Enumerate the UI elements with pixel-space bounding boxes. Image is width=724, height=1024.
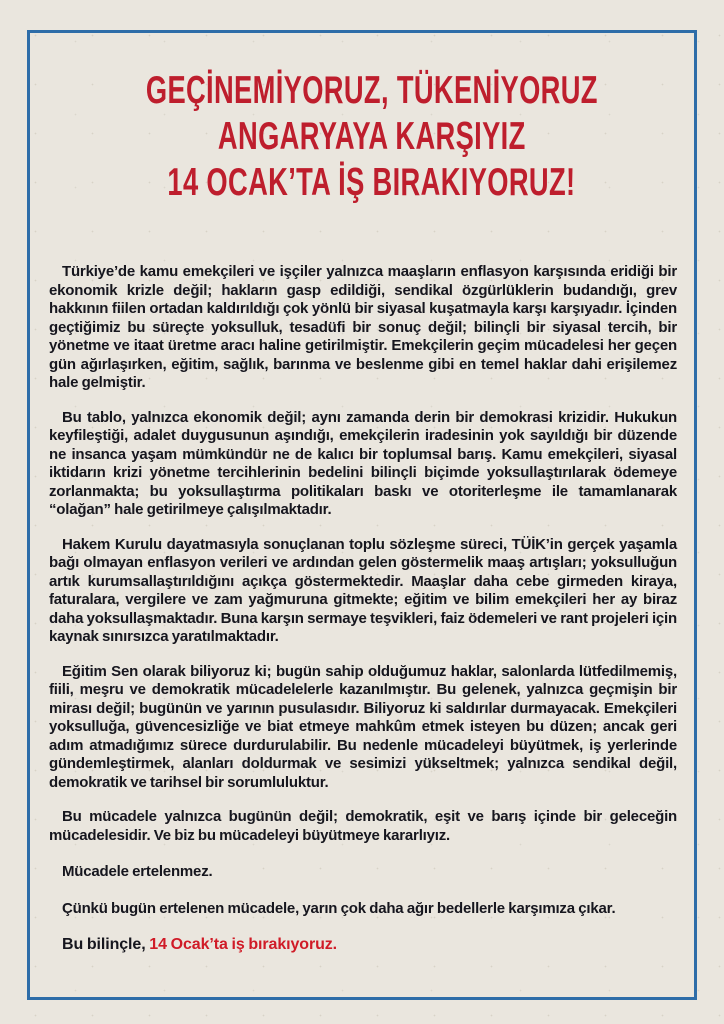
poster-header: [49, 59, 677, 243]
closing-highlight: 14 Ocak’ta iş bırakıyoruz.: [149, 936, 337, 953]
poster-frame: [27, 30, 697, 1000]
title-line-3: [49, 161, 695, 207]
paragraph-5: Bu mücadele yalnızca bugünün değil; demokratik, eşit ve barış içinde bir geleceğin mücadelesidir. Ve biz bu mücadeleyi büyütmeye kararlıyız.: [49, 808, 677, 844]
paragraph-4: Eğitim Sen olarak biliyoruz ki; bugün sahip olduğumuz haklar, salonlarda lütfedilmemiş, fiili, meşru ve demokratik mücadelelerle kazanılmıştır. Bu gelenek, yalnızca geçmişin bir mirası değil; bugünün ve yarının pusulasıdır. Biliyoruz ki saldırılar durmayacak. Emekçileri yoksulluğa, güvencesizliğe ve biat etmeye mahkûm etmek isteyen bu düzen; ancak geri adım atmadığımız sürece durdurulabilir. Bu nedenle mücadeleyi büyütmek, iş yerlerinde gündemleştirmek, alanları doldurmak ve sesimizi yükseltmek; yalnızca sendikal değil, demokratik ve tarihsel bir sorumluluktur.: [49, 662, 677, 791]
paragraph-2: Bu tablo, yalnızca ekonomik değil; aynı zamanda derin bir demokrasi krizidir. Hukukun keyfileştiği, adalet duygusunun aşındığı, emekçilerin iradesinin yok sayıldığı bir düzende ne insanca yaşam mümkündür ne de kalıcı bir toplumsal barış. Kamu emekçileri, siyasal iktidarın krizi yönetme tercihlerinin bedelini bilinçli biçimde yoksullaştırılarak ödemeye zorlanmakta; bu yoksullaştırma politikaları baskı ve otoriterleşme ile tamamlanarak “olağan” hale getirilmeye çalışılmaktadır.: [49, 408, 677, 518]
egitim-sen-arc-top-text: [696, 74, 697, 101]
egitim-sen-logo: [695, 61, 697, 125]
paragraph-7: Çünkü bugün ertelenen mücadele, yarın çok daha ağır bedellerle karşımıza çıkar.: [62, 899, 616, 917]
title-line-1-text: GEÇİNEMİYORUZ, TÜKENİYORUZ: [145, 69, 598, 112]
declaration-text: [49, 263, 677, 955]
paragraph-1: Türkiye’de kamu emekçileri ve işçiler yalnızca maaşların enflasyon karşısında eridiği bir ekonomik krizle değil; hakların gasp edildiği, sendikal özgürlüklerin budandığı, grev hakkının fiilen ortadan kaldırıldığı çok yönlü bir siyasal kuşatmayla karşı karşıyadır. İçinden geçtiğimiz bu süreçte yoksulluk, tesadüfi bir sonuç değil; bilinçli bir siyasal tercih, bir yönetme ve itaat üretme aracı haline getirilmiştir. Emekçilerin geçim mücadelesi her geçen gün ağırlaşırken, eğitim, sağlık, barınma ve beslenme gibi en temel haklar dahi erişilemez hale gelmiştir.: [49, 263, 677, 391]
title-line-1: [49, 69, 695, 115]
title-line-2-text: ANGARYAYA KARŞIYIZ: [217, 115, 526, 158]
poster-title: [49, 59, 695, 207]
paragraph-6: Mücadele ertelenmez.: [62, 863, 213, 880]
paragraph-3: Hakem Kurulu dayatmasıyla sonuçlanan toplu sözleşme süreci, TÜİK’in gerçek yaşamla bağı olmayan enflasyon verileri ve ardından gelen göstermelik maaş artışları; yoksulluğun artık kurumsallaştırıldığını açıkça göstermektedir. Maaşlar daha cebe girmeden kiraya, faturalara, vergilere ve zam yağmuruna gitmekte; eğitim ve bilim emekçileri her ay biraz daha yoksullaşmaktadır. Buna karşın sermaye teşvikleri, faiz ödemeleri ve rant projeleri için kaynak sınırsızca yaratılmaktadır.: [49, 535, 677, 645]
closing-line: [49, 936, 677, 955]
closing-prefix: Bu bilinçle,: [62, 936, 150, 953]
title-line-3-text: 14 OCAK’TA İŞ BIRAKIYORUZ!: [167, 161, 576, 204]
svg-text:EĞİTİM SEN: [696, 74, 697, 101]
title-line-2: [49, 115, 695, 161]
logo-column: [695, 59, 697, 243]
